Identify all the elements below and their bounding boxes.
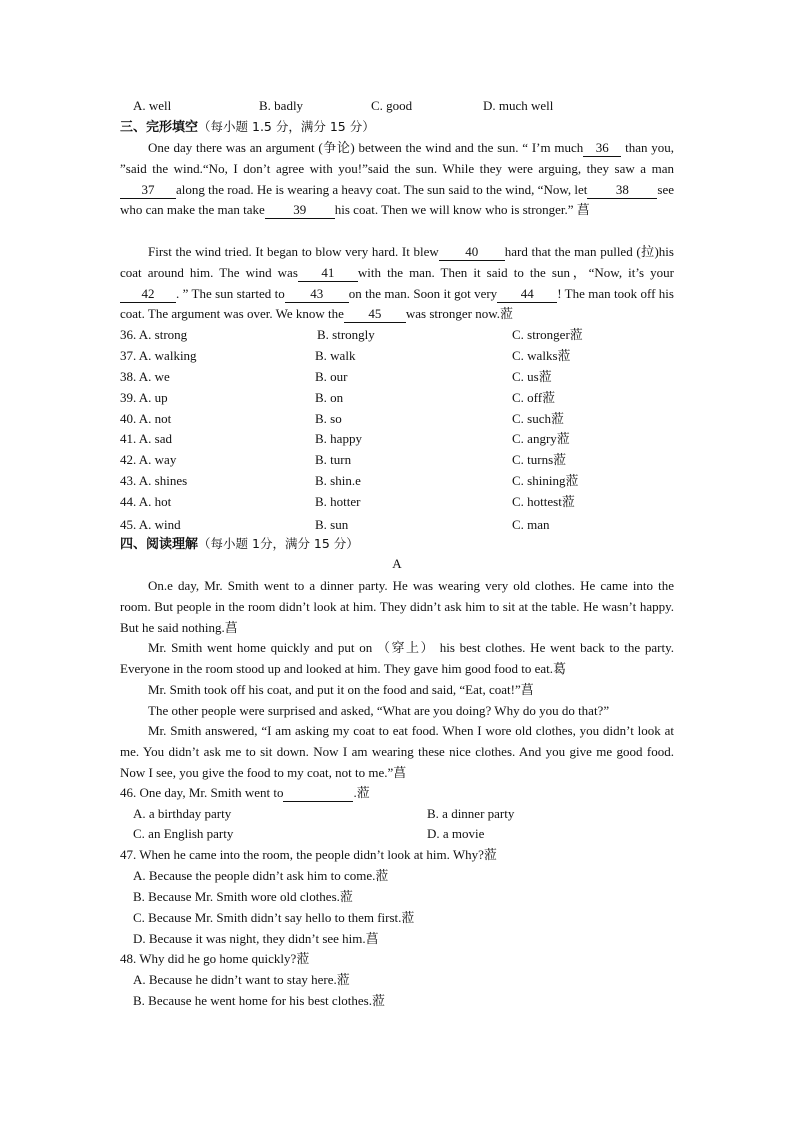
choice-36-b: B. strongly — [317, 327, 375, 342]
option-c: C. good — [371, 98, 413, 113]
blank-39: 39 — [265, 202, 335, 219]
q46-option-b: B. a dinner party — [427, 806, 515, 821]
choice-38-b: B. our — [315, 369, 348, 384]
option-b: B. badly — [259, 98, 304, 113]
choice-39-c: C. off蒞 — [512, 390, 556, 405]
reading-paragraph — [120, 721, 674, 783]
choice-36-c: C. stronger蒞 — [512, 327, 583, 342]
choice-37-c: C. walks蒞 — [512, 348, 571, 363]
choice-42-a: 42. A. way — [120, 452, 177, 467]
q48-option-b: B. Because he went home for his best clothes.蒞 — [133, 993, 385, 1008]
paragraph-text: On.e day, Mr. Smith went to a dinner party. He was wearing very old clothes. He came into the room. But people in the room didn’t look at him. They didn’t ask him to sit at the table. He wasn’t happy. But he said nothing.菖 — [120, 578, 674, 635]
section3-subtitle: （每小题 1.5 分，满分 15 分） — [198, 119, 375, 134]
cloze-text: First the wind tried. It began to blow very hard. It blew — [148, 244, 439, 259]
q47-option-d: D. Because it was night, they didn’t see him.菖 — [133, 931, 379, 946]
paragraph-text: The other people were surprised and asked, “What are you doing? Why do you do that?” — [148, 703, 610, 718]
choice-43-a: 43. A. shines — [120, 473, 188, 488]
choice-44-b: B. hotter — [315, 494, 361, 509]
option-d: D. much well — [483, 98, 554, 113]
section3-title-text: 三、完形填空 — [120, 120, 199, 135]
cloze-text: his coat. Then we will know who is stronger.” 菖 — [334, 202, 590, 218]
question-47: 47. When he came into the room, the people didn’t look at him. Why?蒞 — [120, 847, 497, 862]
paragraph-text: Mr. Smith took off his coat, and put it on the food and said, “Eat, coat!”菖 — [148, 682, 534, 697]
cloze-text: with the man. Then it said to the sun，“Now, it’s your — [357, 264, 674, 280]
cloze-text: ! The man took off his coat. The argument was over. We know the — [120, 285, 674, 322]
reading-paragraph — [120, 576, 674, 638]
cloze-paragraph-1 — [120, 138, 674, 221]
cloze-text: . ” The sun started to — [176, 285, 285, 301]
question-stem: 46. One day, Mr. Smith went to — [120, 785, 284, 800]
cloze-text: see who can make the man take — [120, 181, 674, 218]
section4-title-text: 四、阅读理解 — [120, 537, 199, 552]
cloze-text: on the man. Soon it got very — [348, 285, 498, 301]
reading-paragraph — [120, 680, 674, 701]
blank-45: 45 — [344, 306, 406, 323]
blank-44: 44 — [497, 286, 557, 303]
blank-36: 36 — [583, 140, 621, 157]
option-a: A. well — [133, 98, 172, 113]
cloze-text: One day there was an argument (争论) between the wind and the sun. “ I’m much — [148, 140, 584, 155]
q47-option-c: C. Because Mr. Smith didn’t say hello to them first.蒞 — [133, 910, 415, 925]
choice-38-c: C. us蒞 — [512, 369, 552, 384]
choice-45-a: 45. A. wind — [120, 517, 181, 532]
blank-38: 38 — [587, 182, 657, 199]
choice-38-a: 38. A. we — [120, 369, 170, 384]
section4-subtitle: （每小题 1分，满分 15 分） — [198, 536, 359, 551]
q46-option-c: C. an English party — [133, 826, 234, 841]
section4-title — [120, 535, 359, 554]
cloze-paragraph-2 — [120, 242, 674, 325]
choice-45-b: B. sun — [315, 517, 349, 532]
paragraph-text: Mr. Smith went home quickly and put on （穿上） his best clothes. He went back to the party. Everyone in the room stood up and looked at him. They gave him good food to eat.葛 — [120, 640, 674, 676]
choice-42-b: B. turn — [315, 452, 352, 467]
question-48: 48. Why did he go home quickly?蒞 — [120, 951, 310, 966]
choice-41-a: 41. A. sad — [120, 431, 172, 446]
cloze-text: was stronger now.蒞 — [405, 306, 513, 322]
blank-37: 37 — [120, 182, 176, 199]
choice-40-b: B. so — [315, 411, 342, 426]
q48-option-a: A. Because he didn’t want to stay here.蒞 — [133, 972, 350, 987]
section3-title — [120, 118, 375, 137]
choice-44-c: C. hottest蒞 — [512, 494, 575, 509]
choice-43-b: B. shin.e — [315, 473, 361, 488]
choice-40-c: C. such蒞 — [512, 411, 565, 426]
passage-label: A — [392, 556, 402, 571]
q47-option-a: A. Because the people didn’t ask him to come.蒞 — [133, 868, 389, 883]
q46-option-d: D. a movie — [427, 826, 485, 841]
choice-37-b: B. walk — [315, 348, 356, 363]
choice-40-a: 40. A. not — [120, 411, 172, 426]
q46-option-a: A. a birthday party — [133, 806, 232, 821]
question-46 — [120, 784, 370, 802]
choice-41-c: C. angry蒞 — [512, 431, 570, 446]
blank-42: 42 — [120, 286, 176, 303]
blank-41: 41 — [298, 265, 358, 282]
reading-paragraph — [120, 638, 674, 680]
question-stem-end: .蒞 — [353, 785, 370, 800]
choice-44-a: 44. A. hot — [120, 494, 172, 509]
cloze-text: hard that the man pulled (拉)his coat around him. The wind was — [120, 244, 674, 280]
choice-41-b: B. happy — [315, 431, 362, 446]
choice-43-c: C. shining蒞 — [512, 473, 579, 488]
reading-paragraph — [120, 701, 674, 722]
paragraph-text: Mr. Smith answered, “I am asking my coat to eat food. When I wore old clothes, you didn’t look at me. You didn’t ask me to sit down. Now I am wearing these nice clothes. And you give me good food. Now I see, you give the food to my coat, not to me.”菖 — [120, 723, 674, 780]
choice-42-c: C. turns蒞 — [512, 452, 567, 467]
choice-39-a: 39. A. up — [120, 390, 168, 405]
cloze-text: along the road. He is wearing a heavy coat. The sun said to the wind, “Now, let — [176, 181, 588, 197]
q47-option-b: B. Because Mr. Smith wore old clothes.蒞 — [133, 889, 353, 904]
choice-36-a: 36. A. strong — [120, 327, 188, 342]
choice-37-a: 37. A. walking — [120, 348, 197, 363]
blank-43: 43 — [285, 286, 349, 303]
choice-45-c: C. man — [512, 517, 550, 532]
blank-46 — [283, 785, 353, 802]
cloze-text: than you, ”said the wind.“No, I don’t agree with you!”said the sun. While they were arguing, they saw a man — [120, 140, 674, 176]
blank-40: 40 — [439, 244, 505, 261]
choice-39-b: B. on — [315, 390, 344, 405]
